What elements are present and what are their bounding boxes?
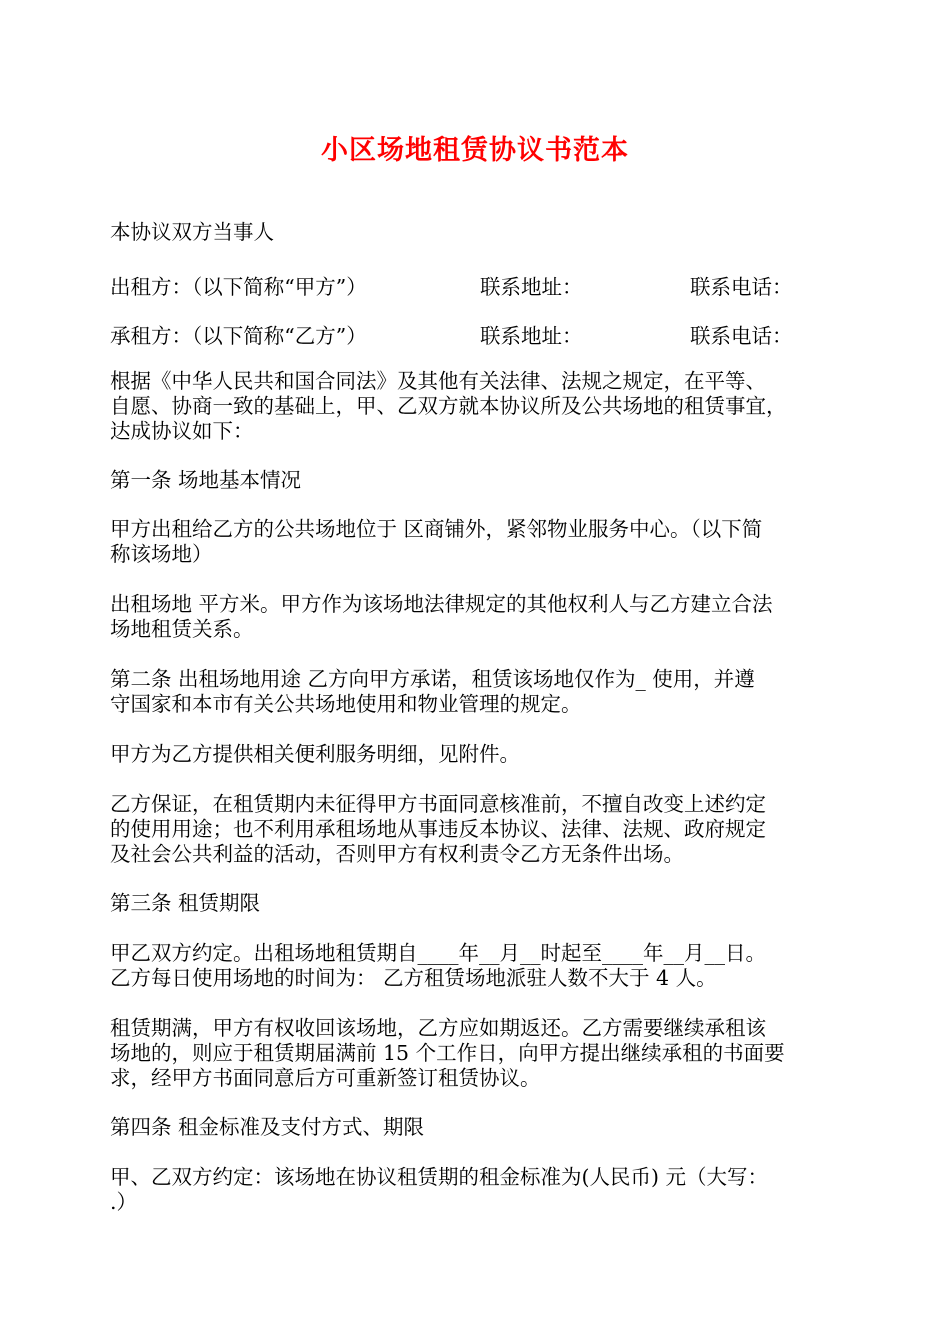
- lessee-row: [0, 319, 950, 348]
- lessor-row: [0, 270, 950, 299]
- lessee-label: 承租方：（以下简称“乙方”）: [110, 324, 367, 348]
- lessee-address-label: 联系地址：: [480, 324, 583, 348]
- article-1-area-paragraph: 出租场地 平方米。甲方作为该场地法律规定的其他权利人与乙方建立合法 场地租赁关系。: [110, 592, 773, 641]
- lease-expiry-paragraph: 租赁期满，甲方有权收回该场地，乙方应如期返还。乙方需要继续承租该 场地的，则应于租赁期届满前 15 个工作日，向甲方提出继续承租的书面要 求，经甲方书面同意后方可重新签订租赁协议。: [110, 1016, 785, 1090]
- article-3-heading: 第三条 租赁期限: [110, 891, 261, 915]
- article-1-heading: 第一条 场地基本情况: [110, 468, 302, 492]
- article-4-heading: 第四条 租金标准及支付方式、期限: [110, 1115, 425, 1139]
- intro-line: 本协议双方当事人: [110, 220, 274, 244]
- article-2-paragraph: 第二条 出租场地用途 乙方向甲方承诺，租赁该场地仅作为_ 使用，并遵 守国家和本市有关公共场地使用和物业管理的规定。: [110, 667, 755, 716]
- lease-term-paragraph: 甲乙双方约定。出租场地租赁期自____年__月__时起至____年__月__日。 乙方每日使用场地的时间为： 乙方租赁场地派驻人数不大于 4 人。: [110, 941, 766, 990]
- usage-guarantee-paragraph: 乙方保证，在租赁期内未征得甲方书面同意核准前，不擅自改变上述约定 的使用用途；也不利用承租场地从事违反本协议、法律、法规、政府规定 及社会公共利益的活动，否则甲方有权利责令乙方无条件出场。: [110, 792, 766, 866]
- document-title: 小区场地租赁协议书范本: [321, 135, 629, 166]
- lessor-label: 出租方：（以下简称“甲方”）: [110, 275, 367, 299]
- lessor-phone-label: 联系电话：: [690, 275, 793, 299]
- lessee-phone-label: 联系电话：: [690, 324, 793, 348]
- rent-standard-paragraph: 甲、乙双方约定：该场地在协议租赁期的租金标准为(人民币) 元（大写： .）: [110, 1165, 769, 1214]
- article-1-location-paragraph: 甲方出租给乙方的公共场地位于 区商铺外，紧邻物业服务中心。（以下简 称该场地）: [110, 517, 763, 566]
- preamble-paragraph: 根据《中华人民共和国合同法》及其他有关法律、法规之规定，在平等、 自愿、协商一致的基础上，甲、乙双方就本协议所及公共场地的租赁事宜， 达成协议如下：: [110, 369, 787, 443]
- lessor-address-label: 联系地址：: [480, 275, 583, 299]
- services-paragraph: 甲方为乙方提供相关便利服务明细，见附件。: [110, 742, 520, 766]
